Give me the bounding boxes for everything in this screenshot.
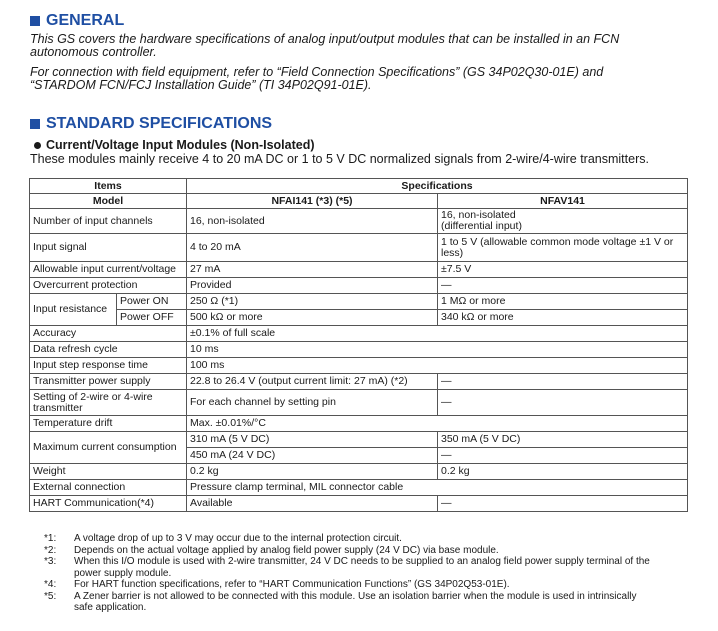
row-label: Accuracy bbox=[30, 326, 187, 342]
table-model-row bbox=[30, 194, 688, 209]
general-heading bbox=[30, 12, 124, 30]
row-label: Data refresh cycle bbox=[30, 342, 187, 358]
table-row bbox=[30, 358, 688, 374]
row-label: Weight bbox=[30, 464, 187, 480]
table-row bbox=[30, 262, 688, 278]
cell-shared: 10 ms bbox=[187, 342, 688, 358]
model-header: Model bbox=[30, 194, 187, 209]
cell-nfai141: 0.2 kg bbox=[187, 464, 438, 480]
cell-shared: Max. ±0.01%/°C bbox=[187, 416, 688, 432]
table-row bbox=[30, 374, 688, 390]
cell-nfai141: 450 mA (24 V DC) bbox=[187, 448, 438, 464]
table-row bbox=[30, 310, 688, 326]
general-paragraph-1: This GS covers the hardware specifications of analog input/output modules that can be installed in an FCN autonomous controller. bbox=[30, 32, 620, 59]
heading-square-icon bbox=[30, 119, 40, 129]
cell-nfav141: — bbox=[438, 448, 688, 464]
row-label: Input resistance bbox=[30, 294, 117, 326]
specifications-header: Specifications bbox=[187, 179, 688, 194]
cell-nfai141: 27 mA bbox=[187, 262, 438, 278]
footnote-mark: *1: bbox=[44, 533, 57, 544]
standard-heading bbox=[30, 115, 272, 133]
module-subtitle: Current/Voltage Input Modules (Non-Isolated) bbox=[46, 138, 315, 152]
standard-title: STANDARD SPECIFICATIONS bbox=[46, 115, 273, 132]
row-label: Maximum current consumption bbox=[30, 432, 187, 464]
footnote-text: A Zener barrier is not allowed to be connected with this module. Use an isolation barrier when the module is used in intrinsically safe application. bbox=[74, 590, 637, 613]
cell-nfav141: — bbox=[438, 374, 688, 390]
cell-nfai141: 500 kΩ or more bbox=[187, 310, 438, 326]
cell-nfai141: 310 mA (5 V DC) bbox=[187, 432, 438, 448]
table-row bbox=[30, 234, 688, 262]
nfav141-header: NFAV141 bbox=[438, 194, 688, 209]
bullet-icon bbox=[34, 142, 41, 149]
row-label: Temperature drift bbox=[30, 416, 187, 432]
footnote-mark: *4: bbox=[44, 579, 57, 590]
cell-nfav141: 340 kΩ or more bbox=[438, 310, 688, 326]
footnote-text: A voltage drop of up to 3 V may occur due to the internal protection circuit. bbox=[74, 533, 402, 544]
table-row bbox=[30, 342, 688, 358]
table-row bbox=[30, 464, 688, 480]
table-row bbox=[30, 480, 688, 496]
row-label: Input signal bbox=[30, 234, 187, 262]
specifications-table bbox=[29, 178, 688, 512]
cell-shared: Pressure clamp terminal, MIL connector cable bbox=[187, 480, 688, 496]
table-header-row bbox=[30, 179, 688, 194]
footnote-text: When this I/O module is used with 2-wire transmitter, 24 V DC needs to be supplied to an analog field power supply terminal of the power supply module. bbox=[74, 556, 650, 579]
cell-nfai141: Provided bbox=[187, 278, 438, 294]
table-row bbox=[30, 416, 688, 432]
cell-nfav141: 0.2 kg bbox=[438, 464, 688, 480]
table-row bbox=[30, 209, 688, 234]
row-sublabel: Power ON bbox=[117, 294, 187, 310]
footnote bbox=[44, 545, 654, 557]
footnote bbox=[44, 579, 654, 591]
cell-nfav141: — bbox=[438, 390, 688, 416]
cell-nfav141: 350 mA (5 V DC) bbox=[438, 432, 688, 448]
footnote-mark: *3: bbox=[44, 556, 57, 567]
row-label: Setting of 2-wire or 4-wire transmitter bbox=[30, 390, 187, 416]
cell-nfav141: — bbox=[438, 278, 688, 294]
cell-nfav141: 1 to 5 V (allowable common mode voltage ±1 V or less) bbox=[438, 234, 688, 262]
footnote bbox=[44, 533, 654, 545]
footnotes bbox=[44, 533, 654, 614]
cell-nfai141: 4 to 20 mA bbox=[187, 234, 438, 262]
row-label: Number of input channels bbox=[30, 209, 187, 234]
footnote-mark: *2: bbox=[44, 544, 57, 556]
table-row bbox=[30, 390, 688, 416]
footnote-text: For HART function specifications, refer to “HART Communication Functions” (GS 34P02Q53-01E). bbox=[74, 579, 510, 590]
row-label: Overcurrent protection bbox=[30, 278, 187, 294]
table-row bbox=[30, 294, 688, 310]
row-label: Input step response time bbox=[30, 358, 187, 374]
footnote-text: Depends on the actual voltage applied by analog field power supply (24 V DC) via base module. bbox=[74, 544, 499, 556]
cell-nfav141: 16, non-isolated (differential input) bbox=[438, 209, 688, 234]
items-header: Items bbox=[30, 179, 187, 194]
module-subheading bbox=[34, 138, 315, 152]
heading-square-icon bbox=[30, 16, 40, 26]
module-description: These modules mainly receive 4 to 20 mA DC or 1 to 5 V DC normalized signals from 2-wire/4-wire transmitters. bbox=[30, 152, 649, 166]
table-row bbox=[30, 496, 688, 512]
table-row bbox=[30, 278, 688, 294]
cell-nfav141: 1 MΩ or more bbox=[438, 294, 688, 310]
row-label: Allowable input current/voltage bbox=[30, 262, 187, 278]
cell-nfai141: 22.8 to 26.4 V (output current limit: 27 mA) (*2) bbox=[187, 374, 438, 390]
table-row bbox=[30, 432, 688, 448]
row-label: HART Communication(*4) bbox=[30, 496, 187, 512]
general-paragraph-2: For connection with field equipment, refer to “Field Connection Specifications” (GS 34P02Q30-01E) and “STARDOM FCN/FCJ Installation Guide” (TI 34P02Q91-01E). bbox=[30, 65, 604, 92]
general-title: GENERAL bbox=[46, 12, 125, 29]
row-label: Transmitter power supply bbox=[30, 374, 187, 390]
nfai141-header: NFAI141 (*3) (*5) bbox=[187, 194, 438, 209]
table-row bbox=[30, 326, 688, 342]
row-label: External connection bbox=[30, 480, 187, 496]
cell-nfai141: For each channel by setting pin bbox=[187, 390, 438, 416]
row-sublabel: Power OFF bbox=[117, 310, 187, 326]
cell-nfai141: 250 Ω (*1) bbox=[187, 294, 438, 310]
cell-shared: ±0.1% of full scale bbox=[187, 326, 688, 342]
cell-nfai141: 16, non-isolated bbox=[187, 209, 438, 234]
footnote-mark: *5: bbox=[44, 590, 57, 602]
footnote bbox=[44, 591, 654, 614]
cell-nfai141: Available bbox=[187, 496, 438, 512]
cell-nfav141: — bbox=[438, 496, 688, 512]
cell-nfav141: ±7.5 V bbox=[438, 262, 688, 278]
cell-shared: 100 ms bbox=[187, 358, 688, 374]
footnote bbox=[44, 556, 654, 579]
